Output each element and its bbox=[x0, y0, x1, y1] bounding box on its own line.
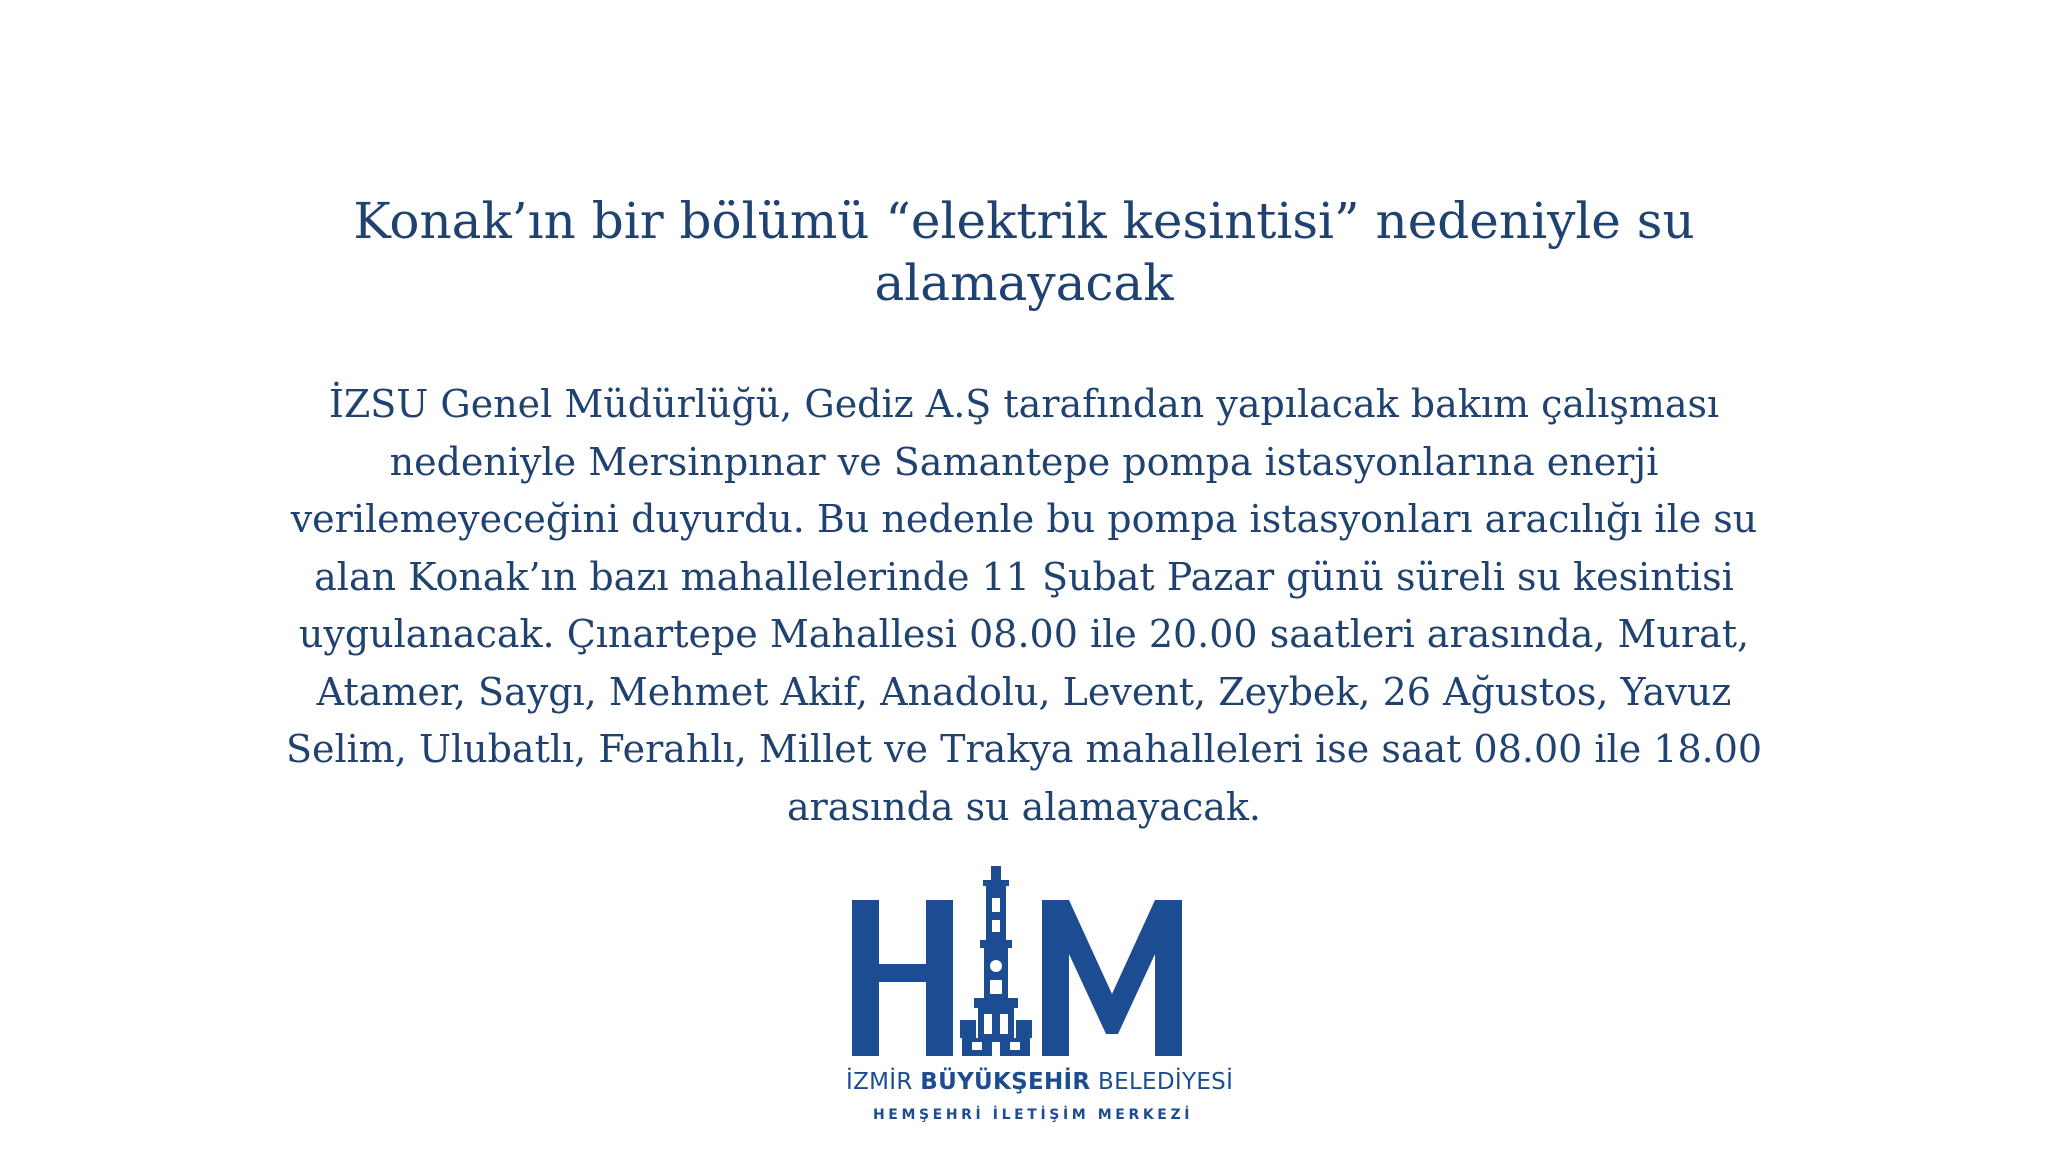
announcement-body: İZSU Genel Müdürlüğü, Gediz A.Ş tarafından yapılacak bakım çalışması nedeniyle Mersinpınar ve Samantepe pompa istasyonlarına enerji verilemeyeceğini duyurdu. Bu nedenle bu pompa istasyonları aracılığı ile su alan Konak’ın bazı mahallelerinde 11 Şubat Pazar günü süreli su kesintisi uygulanacak. Çınartepe Mahallesi 08.00 ile 20.00 saatleri arasında, Murat, Atamer, Saygı, Mehmet Akif, Anadolu, Levent, Zeybek, 26 Ağustos, Yavuz Selim, Ulubatlı, Ferahlı, Millet ve Trakya mahalleleri ise saat 08.00 ile 18.00 arasında su alamayacak. bbox=[285, 382, 1763, 829]
logo-organization-name bbox=[846, 1068, 1234, 1096]
page-title: Konak’ın bir bölümü “elektrik kesintisi” nedeniyle su alamayacak bbox=[353, 192, 1695, 312]
logo-text-buyuksehir: BÜYÜKŞEHİR bbox=[920, 1069, 1091, 1095]
logo-subtitle: HEMŞEHRİ İLETİŞİM MERKEZİ bbox=[872, 1107, 1194, 1123]
logo-text-belediyesi: BELEDİYESİ bbox=[1090, 1069, 1234, 1095]
him-logo bbox=[846, 862, 1234, 1134]
him-clock-tower-logo-icon bbox=[846, 862, 1220, 1058]
logo-text-izmir: İZMİR bbox=[846, 1069, 921, 1095]
